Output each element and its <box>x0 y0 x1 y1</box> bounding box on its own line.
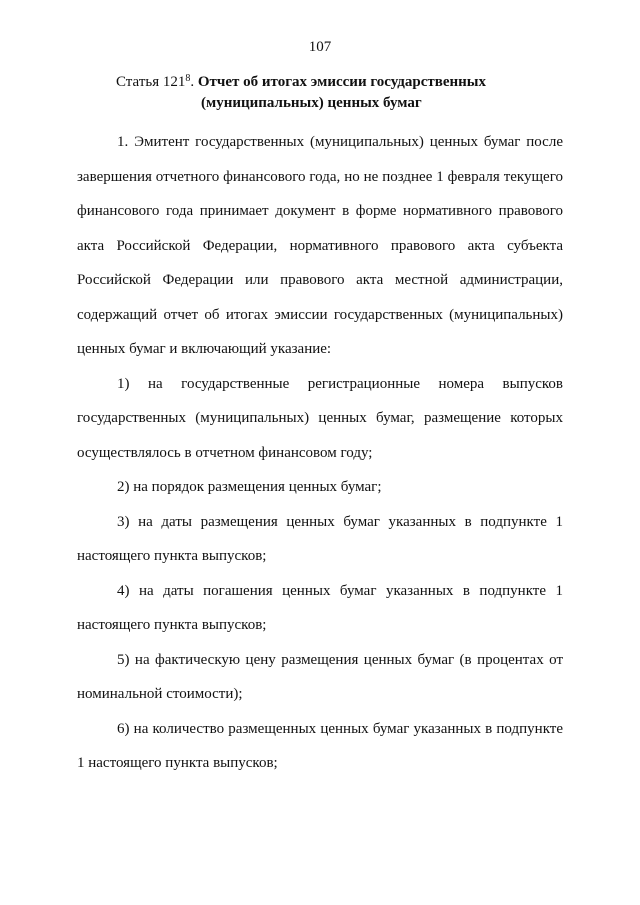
article-label: Статья 121 <box>116 74 186 90</box>
article-title-line1: Отчет об итогах эмиссии государственных <box>197 74 486 90</box>
paragraph-item-6: 6) на количество размещенных ценных бумаг указанных в подпункте 1 настоящего пункта выпусков; <box>77 720 563 771</box>
paragraph-item-1: 1) на государственные регистрационные номера выпусков государственных (муниципальных) ценных бумаг, размещение которых осуществлялось в отчетном финансовом году; <box>77 375 563 461</box>
article-body <box>77 125 563 781</box>
paragraph-1: 1. Эмитент государственных (муниципальных) ценных бумаг после завершения отчетного финансового года, но не позднее 1 февраля текущего финансового года принимает документ в форме нормативного правового акта Российской Федерации, нормативного правового акта субъекта Российской Федерации или правового акта местной администрации, содержащий отчет об итогах эмиссии государственных (муниципальных) ценных бумаг и включающий указание: <box>77 134 563 357</box>
paragraph-item-3: 3) на даты размещения ценных бумаг указанных в подпункте 1 настоящего пункта выпусков; <box>77 513 563 564</box>
article-heading: Статья $121^8$. Отчет об итогах эмиссии государственных (муниципальных) ценных бумаг <box>116 72 576 114</box>
article-superscript: 8 <box>185 73 191 84</box>
paragraph-item-5: 5) на фактическую цену размещения ценных бумаг (в процентах от номинальной стоимости); <box>77 651 563 702</box>
paragraph-item-4: 4) на даты погашения ценных бумаг указанных в подпункте 1 настоящего пункта выпусков; <box>77 582 563 633</box>
paragraph-item-2: 2) на порядок размещения ценных бумаг; <box>117 479 382 495</box>
page-number: 107 <box>308 39 332 55</box>
article-title-line2: (муниципальных) ценных бумаг <box>201 95 422 111</box>
